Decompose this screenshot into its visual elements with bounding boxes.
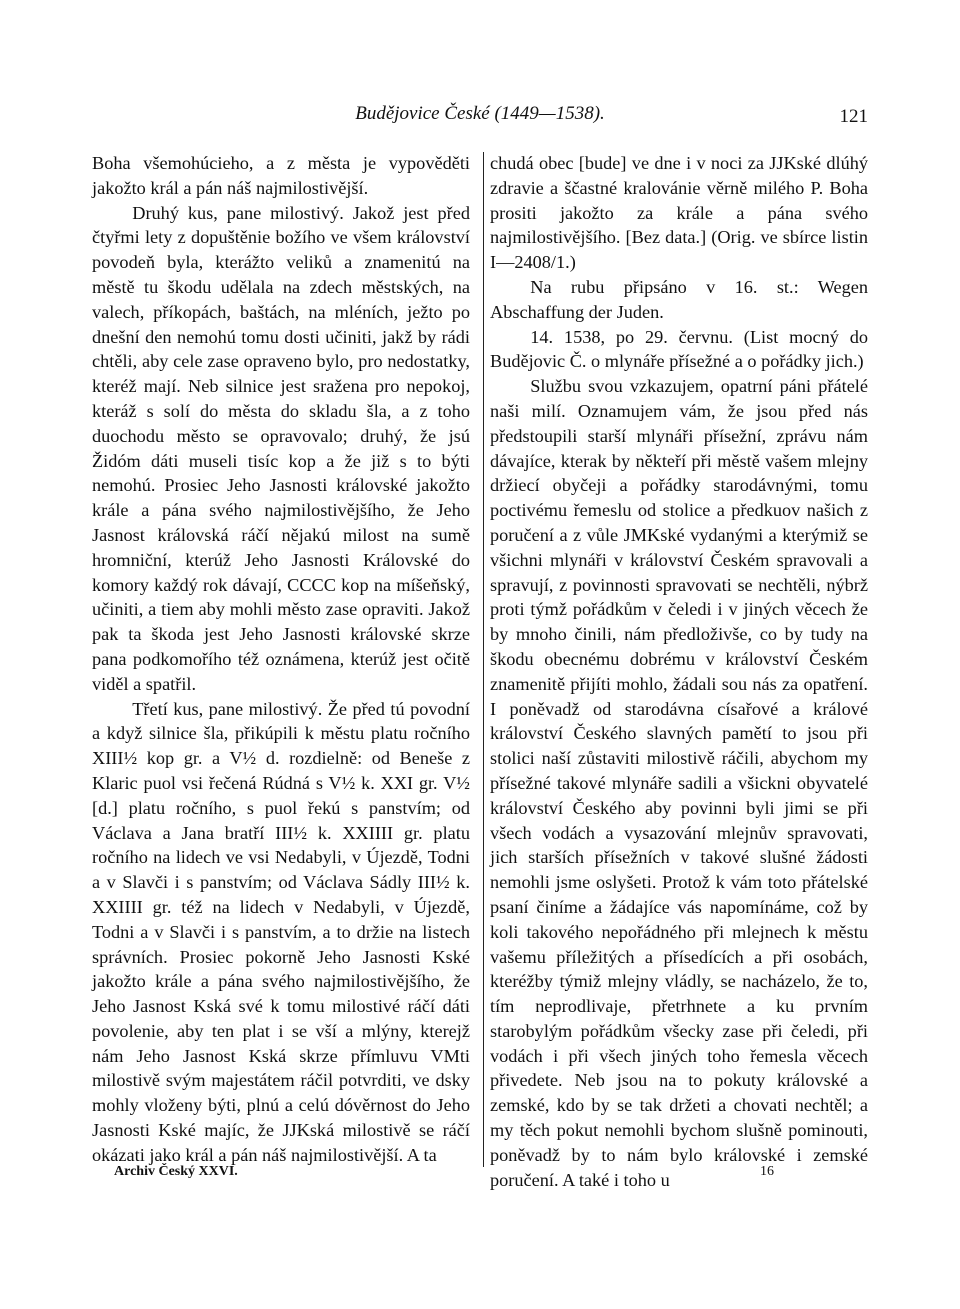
footer-sheet-number: 16 xyxy=(760,1164,774,1179)
paragraph: chudá obec [bude] ve dne i v noci za JJKské dlúhý zdravie a ščastné kralovánie věrně milého P. Boha prositi jakožto za krále a pána svého najmilostivějšího. [Bez data.] (Orig. ve sbírce listin I—2408/1.) xyxy=(490,153,868,273)
running-header-title: Budějovice České (1449—1538). xyxy=(355,103,605,124)
paragraph: Druhý kus, pane milostivý. Jakož jest před čtyřmi lety z dopuštěnie božího ve všem království povodeň byla, kterážto veliků a znamenitú na městě tu škodu udělala na zdech městských, na valech, příkopách, baštách, na mléních, ježto po dnešní den nemohú tomu dosti učiniti, jakž by rádi chtěli, aby cele zase opraveno bylo, pro nedostatky, kteréž mají. Neb silnice jest sražena pro nepokoj, kteráž s solí do města do skladu šla, a z toho duochodu město se opravovalo; druhý, že jsú Židóm dáti museli tisíc kop a že již s to býti nemohú. Prosiec Jeho Jasnosti královské jakožto krále a pána svého najmilostivějšího, že Jeho Jasnost královská ráčí nějakú milost na sumě hromniční, kterúž Jeho Jasnosti Královské do komory každý rok dávají, CCCC kop na míšeňský, učiniti, a tiem aby mohli město zase opraviti. Jakož pak ta škoda jest Jeho Jasnosti královské skrze pana podkomořího též oznámena, kterúž jest očitě viděl a spatřil. xyxy=(92,202,470,694)
column-divider xyxy=(483,152,484,1167)
left-text-column xyxy=(92,151,470,1168)
paragraph: 14. 1538, po 29. červnu. (List mocný do Budějovic Č. o mlynáře přísežné a o pořádky jich.) xyxy=(490,326,868,372)
paragraph: Službu svou vzkazujem, opatrní páni přátelé naši milí. Oznamujem vám, že jsou před nás předstoupili starší mlynáři přísežní, zprávu nám dávajíce, kterak by někteří při městě vašem mlejny držiecí obyčeji a pořádky starodávnými, tomu poctivému řemeslu od stolice a předkuov našich z poručení a z vůle JMKské vydanými a kterýmiž se všichni mlynáři v království Českém spravovali a spravují, z povinnosti spravovati se nechtěli, nýbrž proti týmž pořádkům v čeledi i v jiných věcech že by mnoho činili, nám předloživše, co by tudy na škodu obecnému dobrému v království Českém znamenitě přijíti mohlo, žádali sou nás za opatření. I poněvadž od starodávna císařové a králové království Českého slavných pamětí to jsou při stolici naší zůstaviti milostivě ráčili, abychom my přísežné takové mlynáře sadili a všickni obyvatelé království Českého aby povinni byli jimi se při všech vodách a vysazování mlejnův spravovati, jich starších přísežních v takové slušné žádosti nemohli jsme oslyšeti. Protož k vám toto přátelské psaní činíme a žádajíce vás napomínáme, což by koli takového nepořádného při mlejnech k městu vašemu příležitých a přísedících a při osobách, kteréžby týmiž mlejny vládly, se nacházelo, že to, tím neprodlivaje, přetrhnete a ku prvním starobylým pořádkům všecky zase při čeledi, při vodách i při všech jiných toho řemesla věcech přivedete. Neb jsou na to pokuty královské a zemské, kdo by se tak držeti a chovati nechtěl; a my těch pokut nemohli bychom slušně pominouti, poněvadž by to nám bylo královské i zemské poručení. A také i toho u xyxy=(490,376,868,1190)
paragraph: Boha všemohúcieho, a z města je vypověděti jakožto král a pán náš najmilostivější. xyxy=(92,153,470,198)
paragraph: Třetí kus, pane milostivý. Že před tú povodní a když silnice šla, přikúpili k městu platu ročního XIII½ kop gr. a V½ d. rozdielně: od Beneše z Klaric puol vsi řečená Rúdná s V½ k. XXI gr. V½ [d.] platu ročního, s puol řekú s panstvím; od Václava a Jana bratří III½ k. XXIIII gr. platu ročního na lidech ve vsi Nedabyli, v Újezdě, Todni a v Slavči i s panstvím; od Václava Sádly III½ k. XXIIII gr. též na lidech v Nedabyli, v Újezdě, Todni a v Slavči i s panstvím, a to držie na listech správních. Prosiec pokorně Jeho Jasnosti Kské jakožto krále a pána svého najmilostivějšího, že Jeho Jasnost Kská své k tomu milostivé ráčí dáti povolenie, aby ten plat i se vší a mlýny, kterejž nám Jeho Jasnost Kská skrze přímluvu VMti milostivě svým majestátem ráčil potvrditi, ve dsky mohly vloženy býti, plnú a celú dóvěrnost do Jeho Jasnosti Kské majíc, že JJKská milostivě se ráčí okázati jako král a pán náš najmilostivější. A ta xyxy=(92,698,470,1165)
footer-signature: Archiv Český XXVI. xyxy=(114,1164,238,1179)
page-number: 121 xyxy=(839,106,868,127)
right-text-column xyxy=(490,151,868,1192)
paragraph: Na rubu připsáno v 16. st.: Wegen Abschaffung der Juden. xyxy=(490,276,868,322)
